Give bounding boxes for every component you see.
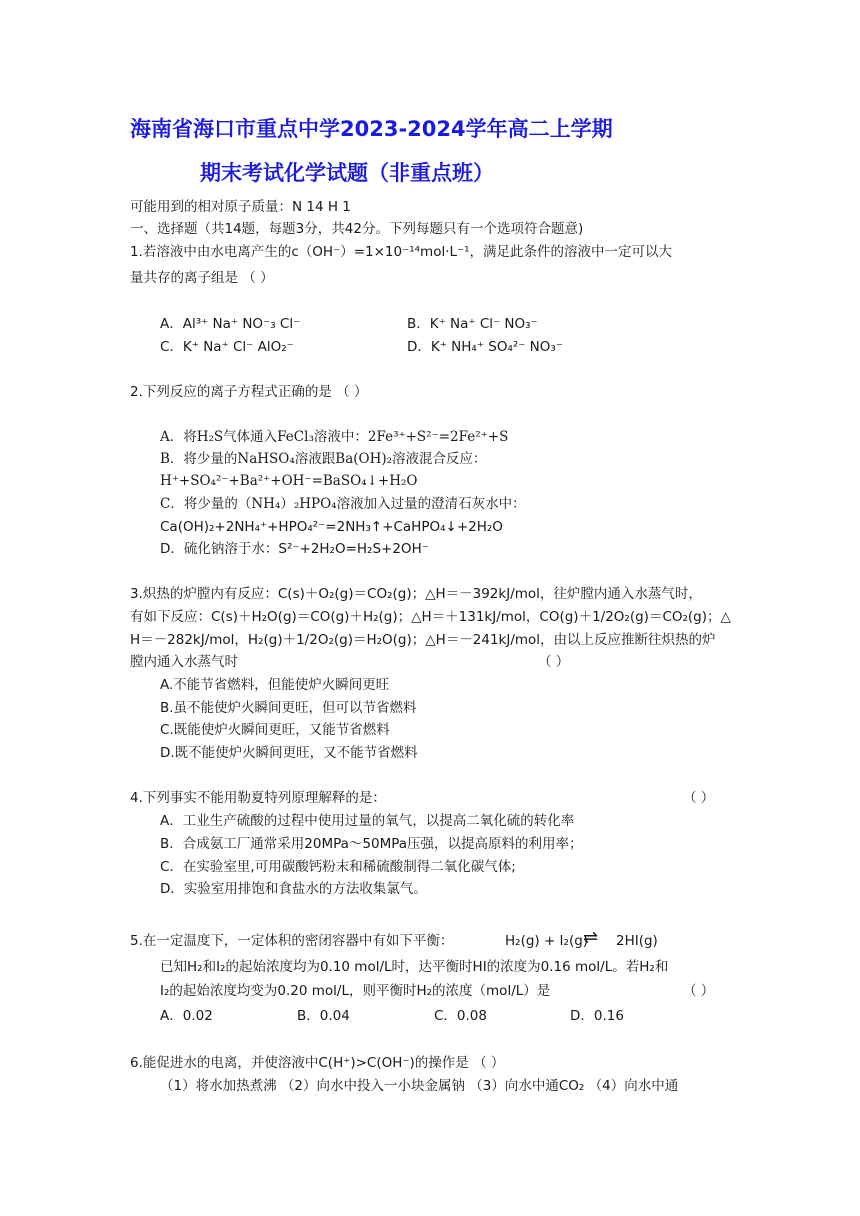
q2-option-b-line-2: H⁺+SO₄²⁻+Ba²⁺+OH⁻=BaSO₄↓+H₂O xyxy=(160,473,418,489)
q1-option-b: B．K⁺ Na⁺ Cl⁻ NO₃⁻ xyxy=(407,316,538,332)
q4-option-b: B．合成氨工厂通常采用20MPa～50MPa压强，以提高原料的利用率； xyxy=(160,836,583,852)
title-line-1: 海南省海口市重点中学2023-2024学年高二上学期 xyxy=(130,117,613,141)
q5-option-b: B．0.04 xyxy=(297,1008,350,1024)
q3-stem-line-2: 有如下反应：C(s)＋H₂O(g)＝CO(g)＋H₂(g)；△H＝＋131kJ/mol，CO(g)＋1/2O₂(g)＝CO₂(g)；△ xyxy=(130,609,731,625)
q3-stem-line-1: 3.炽热的炉膛内有反应：C(s)＋O₂(g)＝CO₂(g)；△H＝－392kJ/mol，往炉膛内通入水蒸气时， xyxy=(130,586,702,602)
section-heading: 一、选择题（共14题，每题3分，共42分。下列每题只有一个选项符合题意) xyxy=(130,221,584,237)
q5-answer-paren: （ ） xyxy=(683,983,715,999)
equilibrium-arrow-icon: ⇌ xyxy=(583,927,599,948)
q3-answer-paren: （ ） xyxy=(538,654,570,670)
q5-option-a: A．0.02 xyxy=(160,1008,213,1024)
q4-option-c: C．在实验室里,可用碳酸钙粉末和稀硫酸制得二氧化碳气体; xyxy=(160,859,516,875)
q5-equation-right: 2HI(g) xyxy=(616,933,658,949)
q5-stem-line-2: 已知H₂和I₂的起始浓度均为0.10 mol/L时，达平衡时HI的浓度为0.16 mol/L。若H₂和 xyxy=(160,959,669,975)
q1-option-a: A．Al³⁺ Na⁺ NO⁻₃ Cl⁻ xyxy=(160,316,301,332)
q4-option-d: D．实验室用排饱和食盐水的方法收集氯气。 xyxy=(160,881,427,897)
q3-stem-line-4: 膛内通入水蒸气时 xyxy=(130,654,238,670)
q2-option-d: D．硫化钠溶于水：S²⁻+2H₂O=H₂S+2OH⁻ xyxy=(160,541,429,557)
q1-option-c: C．K⁺ Na⁺ Cl⁻ AlO₂⁻ xyxy=(160,339,294,355)
q1-option-d: D．K⁺ NH₄⁺ SO₄²⁻ NO₃⁻ xyxy=(407,339,563,355)
q3-option-a: A.不能节省燃料，但能使炉火瞬间更旺 xyxy=(160,677,390,693)
q4-stem: 4.下列事实不能用勒夏特列原理解释的是： xyxy=(130,790,386,806)
q6-stem-line-2: （1）将水加热煮沸 （2）向水中投入一小块金属钠 （3）向水中通CO₂ （4）向水中通 xyxy=(160,1078,679,1094)
q5-equation-left: H₂(g) + I₂(g) xyxy=(505,933,589,949)
q3-option-b: B.虽不能使炉火瞬间更旺，但可以节省燃料 xyxy=(160,700,417,716)
q2-stem: 2.下列反应的离子方程式正确的是 （ ） xyxy=(130,384,368,400)
title-line-2: 期末考试化学试题（非重点班） xyxy=(200,161,494,185)
q4-option-a: A．工业生产硫酸的过程中使用过量的氧气，以提高二氧化硫的转化率 xyxy=(160,813,575,829)
q5-stem: 5.在一定温度下，一定体积的密闭容器中有如下平衡： xyxy=(130,933,454,949)
q4-answer-paren: （ ） xyxy=(683,790,715,806)
q2-option-c-line-1: C．将少量的（NH₄）₂HPO₄溶液加入过量的澄清石灰水中： xyxy=(160,496,526,512)
q3-option-d: D.既不能使炉火瞬间更旺，又不能节省燃料 xyxy=(160,745,418,761)
q5-option-c: C．0.08 xyxy=(434,1008,487,1024)
q2-option-c-line-2: Ca(OH)₂+2NH₄⁺+HPO₄²⁻=2NH₃↑+CaHPO₄↓+2H₂O xyxy=(160,519,503,535)
q3-stem-line-3: H＝－282kJ/mol，H₂(g)＋1/2O₂(g)＝H₂O(g)；△H＝－241kJ/mol，由以上反应推断往炽热的炉 xyxy=(130,632,716,648)
atomic-mass-note: 可能用到的相对原子质量：N 14 H 1 xyxy=(130,199,351,215)
q1-stem-line-1: 1.若溶液中由水电离产生的c（OH⁻）=1×10⁻¹⁴mol·L⁻¹，满足此条件的溶液中一定可以大 xyxy=(130,244,673,260)
q2-option-b-line-1: B．将少量的NaHSO₄溶液跟Ba(OH)₂溶液混合反应： xyxy=(160,451,487,467)
q2-option-a: A．将H₂S气体通入FeCl₃溶液中：2Fe³⁺+S²⁻=2Fe²⁺+S xyxy=(160,429,509,445)
q5-option-d: D．0.16 xyxy=(570,1008,624,1024)
q6-stem: 6.能促进水的电离，并使溶液中C(H⁺)>C(OH⁻)的操作是 （ ） xyxy=(130,1055,505,1071)
q3-option-c: C.既能使炉火瞬间更旺，又能节省燃料 xyxy=(160,722,390,738)
q1-stem-line-2: 量共存的离子组是 （ ） xyxy=(130,270,274,286)
q5-stem-line-3: I₂的起始浓度均变为0.20 mol/L，则平衡时H₂的浓度（mol/L）是 xyxy=(160,983,551,999)
